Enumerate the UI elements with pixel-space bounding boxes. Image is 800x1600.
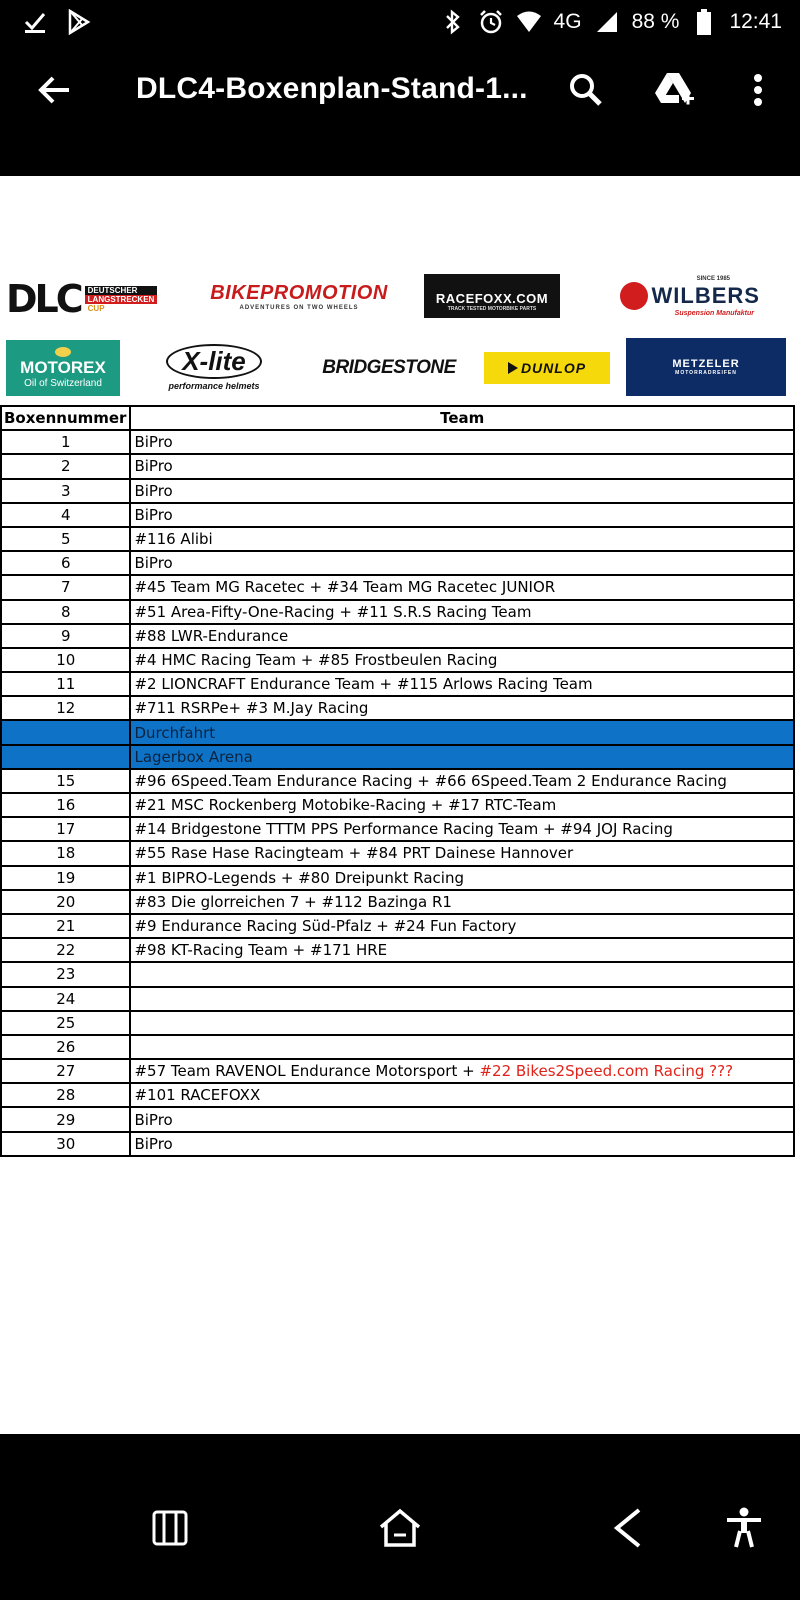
clock: 12:41 xyxy=(729,10,782,33)
column-header-box: Boxennummer xyxy=(1,406,130,430)
team-cell xyxy=(130,962,794,986)
wilbers-emblem-icon xyxy=(620,282,648,310)
table-row xyxy=(1,1132,794,1156)
table-row xyxy=(1,648,794,672)
team-cell xyxy=(130,938,794,962)
team-name: #45 Team MG Racetec + #34 Team MG Racetec JUNIOR xyxy=(134,578,556,597)
table-row xyxy=(1,551,794,575)
table-row xyxy=(1,938,794,962)
search-icon xyxy=(568,72,604,108)
team-cell xyxy=(130,890,794,914)
box-number-cell: 20 xyxy=(1,890,130,914)
team-cell xyxy=(130,1059,794,1083)
app-bar xyxy=(0,48,800,176)
more-options-button[interactable] xyxy=(740,68,776,112)
box-number-cell: 18 xyxy=(1,841,130,865)
logo-racefoxx: RACEFOXX.COM TRACK TESTED MOTORBIKE PARTS xyxy=(424,274,560,318)
table-row xyxy=(1,1083,794,1107)
add-to-drive-button[interactable] xyxy=(652,68,700,112)
team-cell xyxy=(130,672,794,696)
accessibility-button[interactable] xyxy=(716,1500,772,1556)
team-name: #88 LWR-Endurance xyxy=(134,626,289,645)
team-cell xyxy=(130,987,794,1011)
table-row xyxy=(1,1059,794,1083)
box-number-cell: 28 xyxy=(1,1083,130,1107)
box-number-cell xyxy=(1,745,130,769)
play-store-icon xyxy=(66,8,92,36)
team-name: #1 BIPRO-Legends + #80 Dreipunkt Racing xyxy=(134,868,464,887)
table-row xyxy=(1,987,794,1011)
box-number-cell: 15 xyxy=(1,769,130,793)
back-nav-button[interactable] xyxy=(600,1500,656,1556)
team-name: #98 KT-Racing Team + #171 HRE xyxy=(134,941,388,960)
box-number-cell: 24 xyxy=(1,987,130,1011)
team-name: #9 Endurance Racing Süd-Pfalz + #24 Fun Factory xyxy=(134,917,517,936)
table-row xyxy=(1,817,794,841)
team-name: BiPro xyxy=(134,1134,173,1153)
document-page[interactable] xyxy=(0,176,800,1434)
team-name: #116 Alibi xyxy=(134,530,213,549)
logo-metzeler: METZELER MOTORRADREIFEN xyxy=(626,338,786,396)
table-row xyxy=(1,793,794,817)
home-button[interactable] xyxy=(372,1500,428,1556)
team-cell xyxy=(130,1083,794,1107)
more-vert-icon xyxy=(753,73,763,107)
box-number-cell: 25 xyxy=(1,1011,130,1035)
team-name-highlight: #22 Bikes2Speed.com Racing ??? xyxy=(479,1062,734,1081)
team-name: BiPro xyxy=(134,554,173,573)
box-number-cell: 23 xyxy=(1,962,130,986)
back-button[interactable] xyxy=(32,68,76,112)
team-cell xyxy=(130,479,794,503)
box-number-cell: 12 xyxy=(1,696,130,720)
team-cell xyxy=(130,745,794,769)
box-number-cell: 27 xyxy=(1,1059,130,1083)
box-number-cell: 10 xyxy=(1,648,130,672)
table-header-row xyxy=(1,406,794,430)
team-cell xyxy=(130,1011,794,1035)
nav-back-icon xyxy=(611,1507,645,1549)
box-number-cell: 9 xyxy=(1,624,130,648)
recent-apps-button[interactable] xyxy=(142,1500,198,1556)
team-name: Durchfahrt xyxy=(134,723,216,742)
team-cell xyxy=(130,720,794,744)
table-row xyxy=(1,890,794,914)
team-cell xyxy=(130,430,794,454)
table-row xyxy=(1,962,794,986)
team-name: #83 Die glorreichen 7 + #112 Bazinga R1 xyxy=(134,892,452,911)
logo-bridgestone: BRIDGESTONE xyxy=(322,357,456,378)
box-number-cell: 1 xyxy=(1,430,130,454)
motorex-emblem-icon xyxy=(55,347,71,357)
team-cell xyxy=(130,841,794,865)
team-name: #55 Rase Hase Racingteam + #84 PRT Dainese Hannover xyxy=(134,844,574,863)
team-name: BiPro xyxy=(134,433,173,452)
bluetooth-icon xyxy=(440,8,466,36)
box-number-cell: 21 xyxy=(1,914,130,938)
team-cell xyxy=(130,648,794,672)
team-name: #21 MSC Rockenberg Motobike-Racing + #17 RTC-Team xyxy=(134,796,557,815)
dunlop-arrow-icon xyxy=(508,362,518,374)
table-row xyxy=(1,503,794,527)
navigation-bar xyxy=(0,1434,800,1600)
team-name: BiPro xyxy=(134,481,173,500)
team-cell xyxy=(130,793,794,817)
logo-wilbers: SINCE 1985 WILBERS Suspension Manufaktur xyxy=(592,274,760,318)
recent-apps-icon xyxy=(150,1508,190,1548)
column-header-team: Team xyxy=(130,406,794,430)
table-row xyxy=(1,720,794,744)
team-name: #4 HMC Racing Team + #85 Frostbeulen Racing xyxy=(134,650,498,669)
team-name: #96 6Speed.Team Endurance Racing + #66 6Speed.Team 2 Endurance Racing xyxy=(134,771,727,790)
table-row xyxy=(1,479,794,503)
team-cell xyxy=(130,503,794,527)
team-cell xyxy=(130,1035,794,1059)
table-row xyxy=(1,841,794,865)
box-number-cell: 4 xyxy=(1,503,130,527)
box-number-cell: 29 xyxy=(1,1107,130,1131)
team-name: BiPro xyxy=(134,457,173,476)
table-row xyxy=(1,1107,794,1131)
team-cell xyxy=(130,696,794,720)
document-title: DLC4-Boxenplan-Stand-1... xyxy=(136,72,528,105)
table-row xyxy=(1,914,794,938)
team-cell xyxy=(130,866,794,890)
alarm-icon xyxy=(478,8,504,36)
box-number-cell xyxy=(1,720,130,744)
arrow-back-icon xyxy=(37,75,71,105)
box-number-cell: 2 xyxy=(1,454,130,478)
table-row xyxy=(1,430,794,454)
team-cell xyxy=(130,769,794,793)
box-number-cell: 6 xyxy=(1,551,130,575)
box-number-cell: 5 xyxy=(1,527,130,551)
drive-add-icon xyxy=(655,71,697,109)
team-cell xyxy=(130,624,794,648)
table-row xyxy=(1,600,794,624)
table-row xyxy=(1,769,794,793)
logo-dlc: DLC DEUTSCHER LANGSTRECKEN CUP xyxy=(6,274,178,324)
team-cell xyxy=(130,600,794,624)
team-name: #14 Bridgestone TTTM PPS Performance Racing Team + #94 JOJ Racing xyxy=(134,820,673,839)
team-name: Lagerbox Arena xyxy=(134,747,253,766)
box-number-cell: 7 xyxy=(1,575,130,599)
box-number-cell: 17 xyxy=(1,817,130,841)
table-row xyxy=(1,624,794,648)
search-button[interactable] xyxy=(564,68,608,112)
table-row xyxy=(1,527,794,551)
team-cell xyxy=(130,551,794,575)
team-name: #2 LIONCRAFT Endurance Team + #115 Arlows Racing Team xyxy=(134,675,593,694)
status-bar xyxy=(0,0,800,48)
box-number-cell: 8 xyxy=(1,600,130,624)
box-number-cell: 30 xyxy=(1,1132,130,1156)
table-row xyxy=(1,1011,794,1035)
logo-dunlop: DUNLOP xyxy=(484,352,610,384)
team-cell xyxy=(130,575,794,599)
team-name: #711 RSRPe+ #3 M.Jay Racing xyxy=(134,699,369,718)
download-complete-icon xyxy=(22,8,48,36)
box-number-cell: 16 xyxy=(1,793,130,817)
box-number-cell: 22 xyxy=(1,938,130,962)
box-number-cell: 3 xyxy=(1,479,130,503)
accessibility-icon xyxy=(724,1507,764,1549)
table-row xyxy=(1,575,794,599)
box-number-cell: 26 xyxy=(1,1035,130,1059)
table-row xyxy=(1,745,794,769)
table-row xyxy=(1,454,794,478)
table-row xyxy=(1,696,794,720)
logo-xlite: X-lite performance helmets xyxy=(140,338,288,396)
logo-bikepromotion: BIKEPROMOTION ADVENTURES ON TWO WHEELS xyxy=(210,281,388,311)
table-row xyxy=(1,672,794,696)
team-cell xyxy=(130,1132,794,1156)
home-icon xyxy=(377,1507,423,1549)
table-row xyxy=(1,866,794,890)
table-body xyxy=(1,430,794,1156)
team-cell xyxy=(130,1107,794,1131)
team-cell xyxy=(130,817,794,841)
table-row xyxy=(1,1035,794,1059)
box-number-cell: 11 xyxy=(1,672,130,696)
team-name: BiPro xyxy=(134,1110,173,1129)
box-number-cell: 19 xyxy=(1,866,130,890)
sponsor-logos xyxy=(0,274,800,398)
team-name: #101 RACEFOXX xyxy=(134,1086,261,1105)
team-cell xyxy=(130,454,794,478)
team-name: #51 Area-Fifty-One-Racing + #11 S.R.S Racing Team xyxy=(134,602,532,621)
battery-icon xyxy=(691,8,717,36)
signal-icon xyxy=(594,8,620,36)
wifi-icon xyxy=(516,8,542,36)
network-type: 4G xyxy=(553,10,582,33)
box-plan-table xyxy=(0,405,795,1157)
battery-level: 88 % xyxy=(631,10,680,33)
team-cell xyxy=(130,914,794,938)
team-cell xyxy=(130,527,794,551)
team-name: #57 Team RAVENOL Endurance Motorsport + xyxy=(134,1062,480,1081)
team-name: BiPro xyxy=(134,505,173,524)
logo-motorex: MOTOREX Oil of Switzerland xyxy=(6,340,120,396)
